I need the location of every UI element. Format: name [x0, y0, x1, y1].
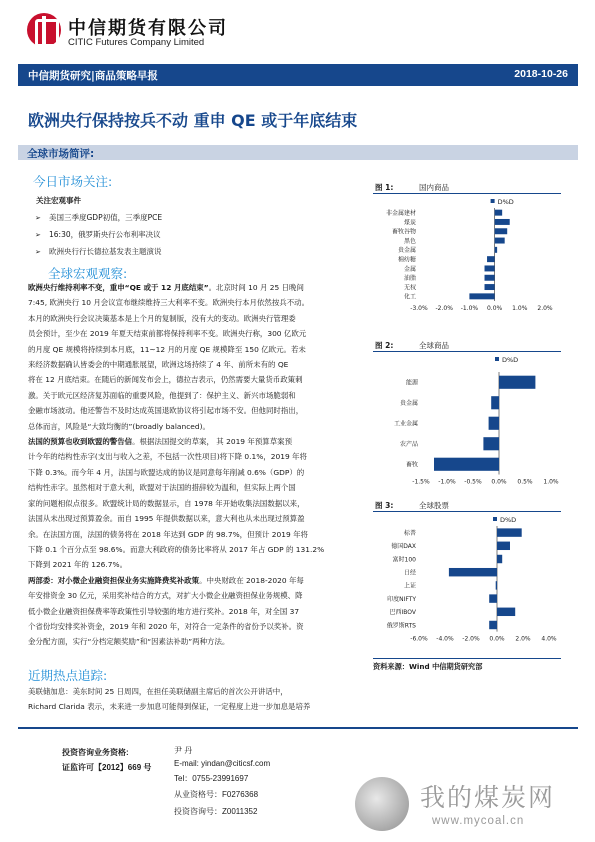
category-label: 煤炭	[403, 219, 416, 227]
figure-2-header: 图 2: 全球商品	[373, 340, 561, 352]
category-label: 贵金属	[399, 400, 418, 408]
macro-line: 计今年的结构性赤字(支出与收入之差，不包括一次性项目)将下降 0.1%，2019 年将	[28, 452, 307, 462]
tick-label: 1.0%	[543, 478, 559, 486]
figure-3-header: 图 3: 全球股票	[373, 500, 561, 512]
macro-line: 激。关于欧元区经济复苏面临的重要风险，他提到了：保护主义、新兴市场脆弱和	[28, 390, 296, 400]
bar	[489, 621, 497, 629]
macro-line: 金分配方面，实行“分档定额奖励”和“因素法补助”两种方法。	[28, 637, 230, 647]
category-label: 富时100	[392, 556, 416, 564]
tick-label: 1.0%	[512, 305, 528, 312]
report-date: 2018-10-26	[514, 68, 568, 80]
hot-topics-body	[28, 684, 366, 714]
macro-line: 法国的预算也收到欧盟的警告信。根据法国提交的草案， 其 2019 年预算草案预	[28, 437, 293, 447]
company-name-en: CITIC Futures Company Limited	[68, 37, 205, 48]
macro-line: 结构性赤字。虽然相对于意大利，欧盟对于法国的措辞较为温和，但实际上两个国	[28, 483, 296, 493]
analyst-name: 尹 丹	[174, 746, 193, 755]
tick-label: -4.0%	[436, 635, 454, 643]
macro-line: 员会预计，至少在 2019 年夏天结束前都将保持利率不变。欧洲央行称，300 亿欧元	[28, 329, 307, 339]
section-bar	[18, 145, 578, 160]
bar	[497, 555, 502, 563]
macro-line: 个省份均安排奖补资金，2019 年和 2020 年，对符合一定条件的省份予以奖补。资	[28, 621, 304, 631]
tick-label: -1.0%	[460, 305, 479, 312]
report-title: 欧洲央行保持按兵不动 重申 QE 或于年底结束	[28, 111, 358, 130]
macro-line: 总体而言，风险是“大致均衡的”(broadly balanced)。	[28, 421, 210, 431]
bar	[499, 376, 535, 389]
category-label: 能源	[405, 379, 418, 387]
arrow-icon: ➢	[35, 214, 41, 222]
category-label: 上证	[403, 582, 416, 590]
chart-global-equities	[373, 514, 561, 644]
tick-label: -3.0%	[410, 305, 428, 312]
bar	[489, 417, 499, 430]
legend-label: D%D	[497, 198, 514, 206]
tick-label: 2.0%	[537, 305, 553, 312]
macro-line: 将在 12 月底结束。在随后的新闻发布会上，德拉吉表示，仍然需要大量货币政策刺	[28, 375, 303, 385]
report-header-bar	[18, 64, 578, 86]
macro-line: 余。在法国方面，法国的债务将在 2018 年达到 GDP 的 98.7%，但预计 2019 年将	[28, 529, 308, 539]
bar	[495, 247, 498, 253]
bar	[483, 437, 499, 450]
category-label: 贵金属	[397, 247, 416, 255]
watermark-logo	[355, 777, 409, 831]
macro-line: 金融市场波动。他还警告不及时达成英国退欧协议将引起市场不安。但他同时指出，	[28, 406, 304, 416]
hot-topics-line: 美联储加息：美东时间 25 日周四，在担任美联储副主席后的首次公开讲话中，	[28, 687, 288, 696]
bar	[489, 594, 497, 602]
arrow-icon: ➢	[35, 248, 41, 256]
tick-label: -1.0%	[438, 478, 456, 486]
macro-line: 7:45, 欧洲央行 10 月会议宣布继续维持三大利率不变。欧洲央行本月依然按兵不动。	[28, 298, 310, 308]
global-macro-body	[28, 280, 366, 650]
bar	[497, 608, 515, 616]
today-focus-heading: 今日市场关注:	[33, 174, 113, 189]
tick-label: 0.0%	[491, 478, 507, 486]
macro-line: 来经济数据确认皆委会的中期通胀展望，欧洲这场持续了 4 年、前所未有的 QE	[28, 360, 289, 370]
tick-label: -6.0%	[410, 635, 428, 643]
figure-source: 资料来源：Wind 中信期货研究部	[373, 658, 561, 672]
bar	[487, 256, 495, 262]
tick-label: 0.0%	[486, 305, 503, 312]
license-number: 证监许可【2012】669 号	[62, 763, 152, 772]
bar	[495, 238, 505, 244]
bar	[491, 396, 499, 409]
category-label: 工业金属	[393, 420, 418, 428]
tick-label: -0.5%	[464, 478, 482, 486]
bar	[496, 581, 497, 589]
tick-label: 0.5%	[517, 478, 533, 486]
category-label: 巴西IBOV	[389, 609, 416, 617]
watermark-url: www.mycoal.cn	[432, 815, 525, 827]
tick-label: -1.5%	[412, 478, 430, 486]
legend-label: D%D	[502, 356, 519, 364]
bar	[485, 265, 495, 271]
macro-line: 家的问题相似点很多。欧盟统计局的数据显示，自 1978 年开始收集法国数据以来，	[28, 498, 305, 508]
category-label: 非金属建材	[385, 209, 416, 217]
report-series: 中信期货研究|商品策略早报	[28, 70, 158, 82]
legend-swatch	[491, 199, 495, 203]
hot-topics-heading: 近期热点追踪:	[28, 668, 108, 683]
macro-line: 下降到 2021 年的 126.7%。	[28, 560, 128, 570]
license-label: 投资咨询业务资格:	[62, 748, 129, 757]
chart-global-commodities	[373, 354, 561, 488]
figure-1-header: 图 1: 国内商品	[373, 182, 561, 194]
bar	[469, 293, 494, 299]
macro-line: 低小微企业融资担保费率等政策性引导较强的地方进行奖补。2018 年，对全国 37	[28, 606, 300, 616]
today-focus-sublabel: 关注宏观事件	[36, 196, 81, 205]
chart-domestic-commodities	[373, 196, 561, 326]
category-label: 印度NIFTY	[387, 595, 416, 603]
macro-line: 年安排资金 30 亿元，采用奖补结合的方式，对扩大小微企业融资担保业务规模、降	[28, 591, 303, 601]
category-label: 农产品	[399, 441, 418, 449]
category-label: 金属	[403, 265, 416, 273]
tick-label: 0.0%	[489, 635, 505, 643]
bar	[485, 284, 495, 290]
category-label: 德国DAX	[391, 543, 416, 551]
section-label: 全球市场简评:	[27, 148, 95, 160]
analyst-email[interactable]: E-mail: yindan@citicsf.com	[174, 759, 271, 768]
category-label: 无权	[403, 284, 416, 292]
arrow-icon: ➢	[35, 231, 41, 239]
bar	[434, 458, 499, 471]
focus-bullet: ➢ 欧洲央行行长德拉基发表主题演说	[35, 247, 162, 256]
bar	[495, 219, 510, 225]
bar	[485, 275, 495, 281]
category-label: 油脂	[403, 275, 416, 283]
category-label: 日经	[403, 569, 416, 577]
focus-bullet: ➢ 16:30，俄罗斯央行公布利率决议	[35, 230, 161, 239]
analyst-cert-2: 投资咨询号：Z0011352	[174, 807, 258, 816]
global-macro-heading: 全球宏观观察:	[48, 266, 128, 281]
category-label: 俄罗斯RTS	[386, 622, 416, 630]
macro-line: 下降 0.3%。而今年 4 月，法国与欧盟达成的协议是同意每年削减 0.6%（GDP）的	[28, 467, 305, 477]
macro-line: 两部委：对小微企业融资担保业务实施降费奖补政策。中央财政在 2018-2020 年每	[28, 575, 304, 585]
macro-line: 下降 0.1 个百分点至 98.6%。而意大利政府的债务比率将从 2017 年占 GDP 的 131.2%	[28, 544, 325, 554]
tick-label: -2.0%	[462, 635, 480, 643]
legend-swatch	[493, 517, 497, 521]
category-label: 标普	[403, 529, 416, 537]
bar	[495, 210, 503, 216]
tick-label: -2.0%	[435, 305, 453, 312]
macro-line: 本月的欧洲央行会议决策基本是上个月的复制版，没有大的变动。欧洲央行管理委	[28, 313, 296, 323]
bar	[497, 528, 522, 536]
bar	[449, 568, 497, 576]
tick-label: 2.0%	[515, 635, 531, 643]
category-label: 化工	[403, 293, 416, 301]
legend-swatch	[495, 357, 499, 361]
footer-divider	[18, 727, 578, 729]
macro-line: 的月度 QE 规模将持续到本月底，11~12 月的月度 QE 规模降至 150 亿欧元。若未	[28, 344, 306, 354]
bar	[497, 542, 510, 550]
analyst-cert-1: 从业资格号：F0276368	[174, 790, 259, 799]
hot-topics-line: Richard Clarida 表示，未来进一步加息可能得到保证，一定程度上进一步加息是培养	[28, 702, 311, 711]
category-label: 黑色	[403, 237, 416, 245]
tick-label: 4.0%	[541, 635, 557, 643]
analyst-tel: Tel：0755-23991697	[174, 774, 249, 783]
company-name-cn: 中信期货有限公司	[68, 18, 228, 39]
watermark-text: 我的煤炭网	[420, 783, 556, 812]
legend-label: D%D	[500, 516, 517, 524]
bar	[495, 228, 508, 234]
category-label: 棉纺糖	[397, 256, 416, 264]
focus-bullet: ➢ 美国三季度GDP初值，三季度PCE	[35, 213, 163, 222]
category-label: 畜牧	[405, 461, 418, 469]
category-label: 畜牧谷物	[391, 228, 416, 236]
company-logo	[27, 13, 61, 47]
macro-line: 欧洲央行维持利率不变，重申“QE 或于 12 月底结束”。北京时间 10 月 25 日晚间	[28, 283, 304, 292]
macro-line: 法国从未出现过预算盈余。而自 1995 年提供数据以来，意大利也从未出现过预算盈	[28, 514, 305, 524]
